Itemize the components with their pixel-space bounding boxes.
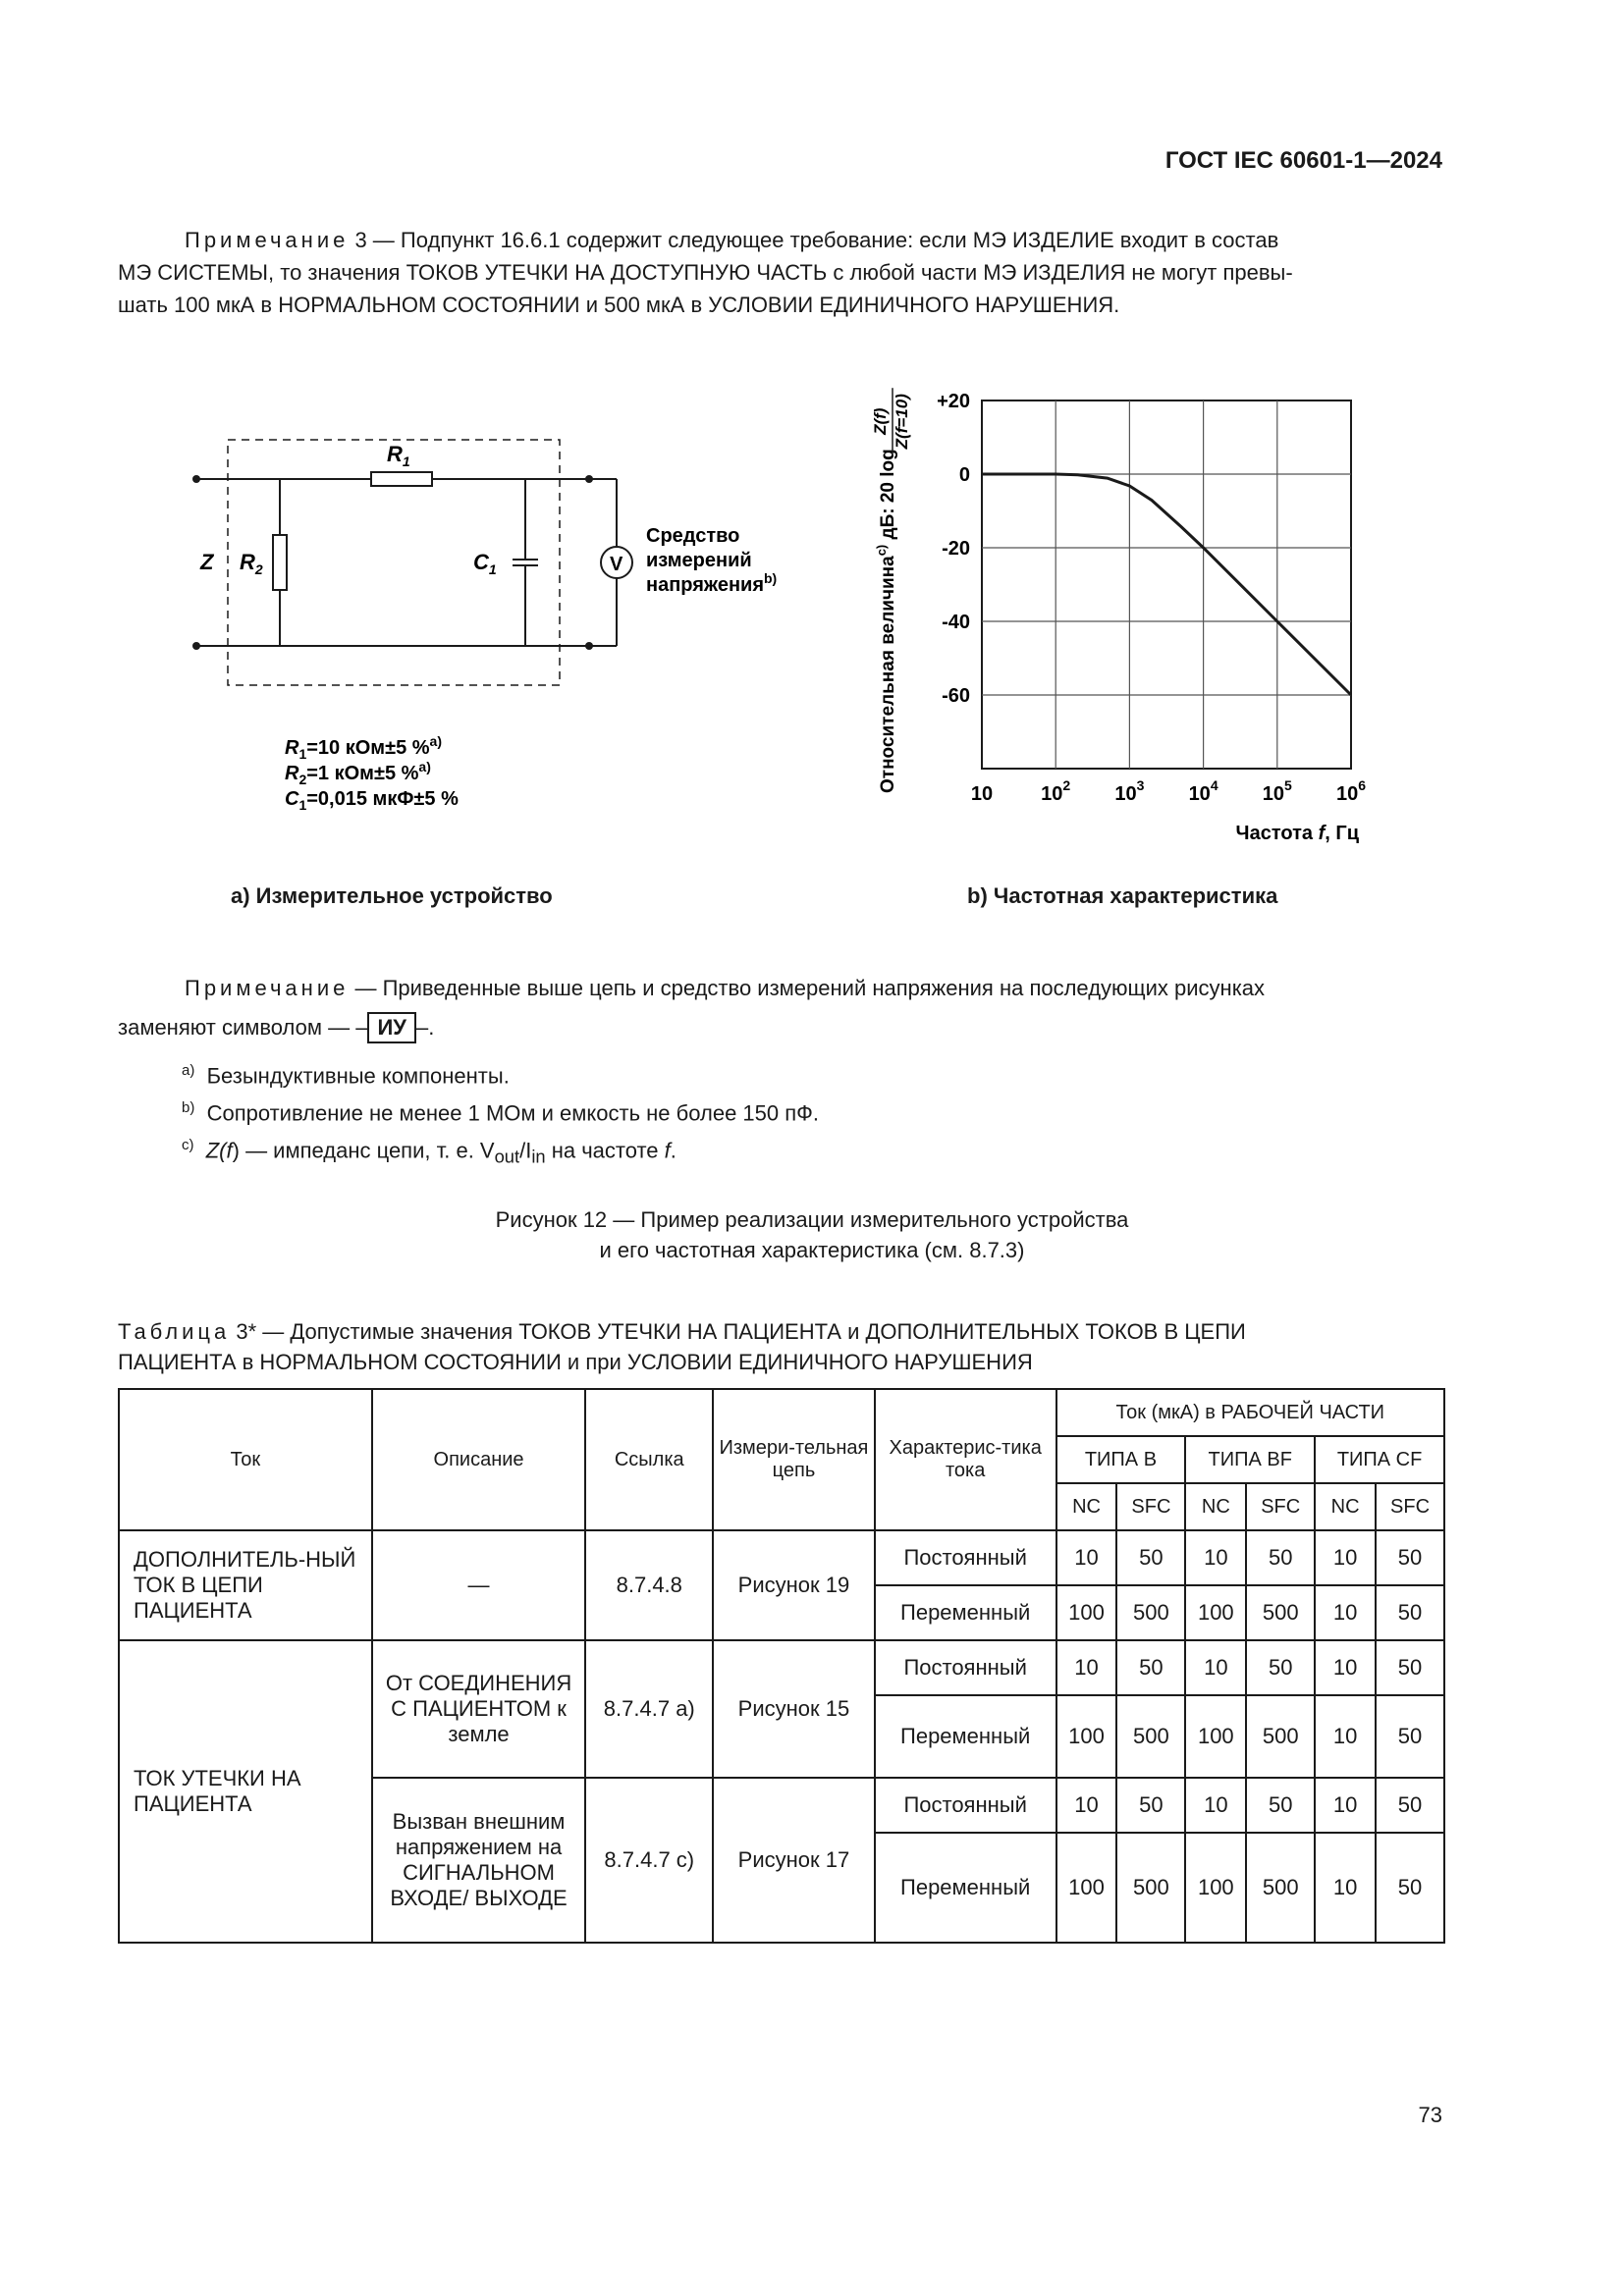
- footnote-c: $^{c)}$ Z(f) — импеданс цепи, т. е. $V_{out}/I_{in}$ на частоте f.: [182, 1137, 677, 1167]
- cell-reference: 8.7.4.8: [585, 1530, 713, 1640]
- value-cell: 10: [1056, 1530, 1117, 1585]
- svg-text:Z(f): Z(f): [871, 407, 890, 435]
- measuring-circuit-diagram: [177, 422, 825, 834]
- value-cell: 100: [1185, 1833, 1246, 1943]
- chart-frame: [982, 400, 1351, 769]
- voltmeter-v-label: V: [610, 554, 623, 575]
- value-cell: 100: [1056, 1833, 1117, 1943]
- header-measuring-circuit: Измери-тельная цепь: [713, 1389, 875, 1530]
- chart-ticks: [937, 391, 1366, 805]
- frequency-response-chart: [864, 353, 1414, 864]
- header-type-cf: ТИПА CF: [1315, 1436, 1444, 1483]
- note-text: заменяют символом —: [118, 1015, 351, 1040]
- y-tick-label: -20: [942, 538, 970, 560]
- value-cell: 500: [1246, 1695, 1315, 1778]
- cell-ac: Переменный: [875, 1585, 1056, 1640]
- leakage-current-table: [118, 1388, 1445, 1944]
- header-reference: Ссылка: [585, 1389, 713, 1530]
- value-cell: 100: [1185, 1585, 1246, 1640]
- value-cell: 10: [1315, 1833, 1376, 1943]
- cell-figure: Рисунок 15: [713, 1640, 875, 1778]
- row-patient-auxiliary-current: ДОПОЛНИТЕЛЬ-НЫЙ ТОК В ЦЕПИ ПАЦИЕНТА: [119, 1530, 372, 1640]
- value-cell: 50: [1376, 1833, 1444, 1943]
- note-3-line-3: шать 100 мкА в НОРМАЛЬНОМ СОСТОЯНИИ и 500 мкА в УСЛОВИИ ЕДИНИЧНОГО НАРУШЕНИЯ.: [118, 293, 1120, 317]
- cell-description: —: [372, 1530, 586, 1640]
- note-iu-line-1: [118, 972, 1445, 1004]
- value-cell: 100: [1056, 1695, 1117, 1778]
- x-tick-label: $10^4$: [1188, 777, 1218, 805]
- note-label: Примечание: [185, 976, 350, 1000]
- value-cell: 50: [1116, 1778, 1185, 1833]
- header-characteristic: Характерис-тика тока: [875, 1389, 1056, 1530]
- cell-dc: Постоянный: [875, 1778, 1056, 1833]
- value-cell: 10: [1185, 1530, 1246, 1585]
- resistor-r2: [273, 535, 287, 590]
- note-text: 3 — Подпункт 16.6.1 содержит следующее требование: если МЭ ИЗДЕЛИЕ входит в состав: [349, 228, 1279, 252]
- value-cell: 50: [1116, 1640, 1185, 1695]
- value-cell: 50: [1376, 1585, 1444, 1640]
- response-curve: [982, 474, 1351, 695]
- note-iu-line-2: заменяют символом — – ИУ –.: [118, 1011, 1445, 1043]
- y-tick-label: -60: [942, 685, 970, 707]
- footnote-a: $^{a)}$ Безындуктивные компоненты.: [182, 1062, 510, 1089]
- document-header: ГОСТ IEC 60601-1—2024: [1164, 147, 1442, 174]
- value-cell: 500: [1116, 1695, 1185, 1778]
- value-cell: 10: [1056, 1778, 1117, 1833]
- x-tick-label: $10^5$: [1262, 777, 1292, 805]
- r1-label: $R_1$: [387, 442, 410, 469]
- table-title-line-1: [118, 1315, 1445, 1348]
- value-cell: 10: [1315, 1695, 1376, 1778]
- value-r2: $R_2=1$ кОм±5 %$^{a)}$: [285, 759, 431, 787]
- header-sfc: SFC: [1376, 1483, 1444, 1530]
- page-number: 73: [1418, 2103, 1442, 2127]
- c1-label: $C_1$: [473, 550, 497, 577]
- value-cell: 50: [1116, 1530, 1185, 1585]
- value-cell: 10: [1315, 1585, 1376, 1640]
- note-3-line-1: [118, 224, 1445, 256]
- header-sfc: SFC: [1246, 1483, 1315, 1530]
- value-cell: 500: [1116, 1833, 1185, 1943]
- cell-figure: Рисунок 19: [713, 1530, 875, 1640]
- value-c1: $C_1=0,015$ мкФ±5 %: [285, 788, 459, 813]
- value-cell: 10: [1315, 1530, 1376, 1585]
- value-cell: 50: [1246, 1778, 1315, 1833]
- value-cell: 50: [1376, 1778, 1444, 1833]
- value-cell: 10: [1315, 1640, 1376, 1695]
- y-tick-label: +20: [937, 391, 970, 412]
- value-cell: 50: [1376, 1695, 1444, 1778]
- header-current: Ток: [119, 1389, 372, 1530]
- header-nc: NC: [1315, 1483, 1376, 1530]
- terminal-top-left: [192, 475, 200, 483]
- chart-grid: [982, 400, 1351, 769]
- cell-description: От СОЕДИНЕНИЯ С ПАЦИЕНТОМ к земле: [372, 1640, 586, 1778]
- cell-reference: 8.7.4.7 a): [585, 1640, 713, 1778]
- figure-caption-line-1: Рисунок 12 — Пример реализации измерительного устройства: [495, 1207, 1129, 1232]
- chart-caption: b) Частотная характеристика: [967, 883, 1278, 908]
- cell-description: Вызван внешним напряжением на СИГНАЛЬНОМ ВХОДЕ/ ВЫХОДЕ: [372, 1778, 586, 1943]
- value-cell: 10: [1185, 1640, 1246, 1695]
- value-cell: 50: [1246, 1640, 1315, 1695]
- header-sfc: SFC: [1116, 1483, 1185, 1530]
- note-text: — Приведенные выше цепь и средство измерений напряжения на последующих рисунках: [349, 976, 1266, 1000]
- y-axis-label: [871, 388, 911, 793]
- value-cell: 500: [1116, 1585, 1185, 1640]
- header-applied-part-group: Ток (мкА) в РАБОЧЕЙ ЧАСТИ: [1056, 1389, 1444, 1436]
- value-cell: 50: [1376, 1640, 1444, 1695]
- cell-dc: Постоянный: [875, 1530, 1056, 1585]
- meter-label-line-3: напряжения$^{b)}$: [646, 570, 778, 596]
- cell-ac: Переменный: [875, 1833, 1056, 1943]
- x-axis-label: Частота f, Гц: [1235, 823, 1359, 844]
- row-patient-leakage-current: ТОК УТЕЧКИ НА ПАЦИЕНТА: [119, 1640, 372, 1943]
- y-tick-label: 0: [958, 464, 970, 486]
- note-end: .: [428, 1015, 435, 1040]
- figure-caption-line-2: и его частотная характеристика (см. 8.7.3): [599, 1238, 1025, 1262]
- z-label: Z: [200, 550, 214, 574]
- value-cell: 50: [1376, 1530, 1444, 1585]
- table-title-line-2: ПАЦИЕНТА в НОРМАЛЬНОМ СОСТОЯНИИ и при УСЛОВИИ ЕДИНИЧНОГО НАРУШЕНИЯ: [118, 1350, 1033, 1374]
- note-3-line-2: МЭ СИСТЕМЫ, то значения ТОКОВ УТЕЧКИ НА ДОСТУПНУЮ ЧАСТЬ с любой части МЭ ИЗДЕЛИЯ не могут превы-: [118, 260, 1293, 285]
- r2-label: $R_2$: [240, 550, 263, 577]
- iu-symbol: ИУ: [367, 1012, 416, 1043]
- resistor-r1: [371, 472, 432, 486]
- x-tick-label: 10: [970, 783, 994, 805]
- value-cell: 100: [1185, 1695, 1246, 1778]
- meter-label-line-2: измерений: [646, 550, 752, 571]
- value-cell: 10: [1185, 1778, 1246, 1833]
- svg-text:Z(f=10): Z(f=10): [893, 394, 911, 450]
- value-cell: 500: [1246, 1833, 1315, 1943]
- x-tick-label: $10^3$: [1114, 777, 1145, 805]
- table-title-text: 3* — Допустимые значения ТОКОВ УТЕЧКИ НА ПАЦИЕНТА и ДОПОЛНИТЕЛЬНЫХ ТОКОВ В ЦЕПИ: [230, 1319, 1246, 1344]
- note-label: Примечание: [185, 228, 350, 252]
- svg-text:Относительная величинаc) дБ: 2: Относительная величина$^{c)}$ дБ: 20 log: [874, 449, 898, 793]
- header-nc: NC: [1056, 1483, 1117, 1530]
- value-r1: $R_1=10$ кОм±5 %$^{a)}$: [285, 733, 442, 762]
- x-tick-label: $10^2$: [1041, 777, 1071, 805]
- header-description: Описание: [372, 1389, 586, 1530]
- header-nc: NC: [1185, 1483, 1246, 1530]
- value-cell: 10: [1056, 1640, 1117, 1695]
- table-label: Таблица: [118, 1319, 231, 1344]
- value-cell: 100: [1056, 1585, 1117, 1640]
- value-cell: 500: [1246, 1585, 1315, 1640]
- header-type-b: ТИПА B: [1056, 1436, 1186, 1483]
- x-tick-label: $10^6$: [1335, 777, 1367, 805]
- cell-figure: Рисунок 17: [713, 1778, 875, 1943]
- value-cell: 10: [1315, 1778, 1376, 1833]
- y-tick-label: -40: [942, 612, 970, 633]
- cell-ac: Переменный: [875, 1695, 1056, 1778]
- terminal-bottom-left: [192, 642, 200, 650]
- cell-reference: 8.7.4.7 c): [585, 1778, 713, 1943]
- circuit-caption: a) Измерительное устройство: [231, 883, 553, 908]
- cell-dc: Постоянный: [875, 1640, 1056, 1695]
- footnote-b: $^{b)}$ Сопротивление не менее 1 МОм и емкость не более 150 пФ.: [182, 1099, 819, 1126]
- meter-label-line-1: Средство: [646, 525, 740, 547]
- value-cell: 50: [1246, 1530, 1315, 1585]
- header-type-bf: ТИПА BF: [1185, 1436, 1315, 1483]
